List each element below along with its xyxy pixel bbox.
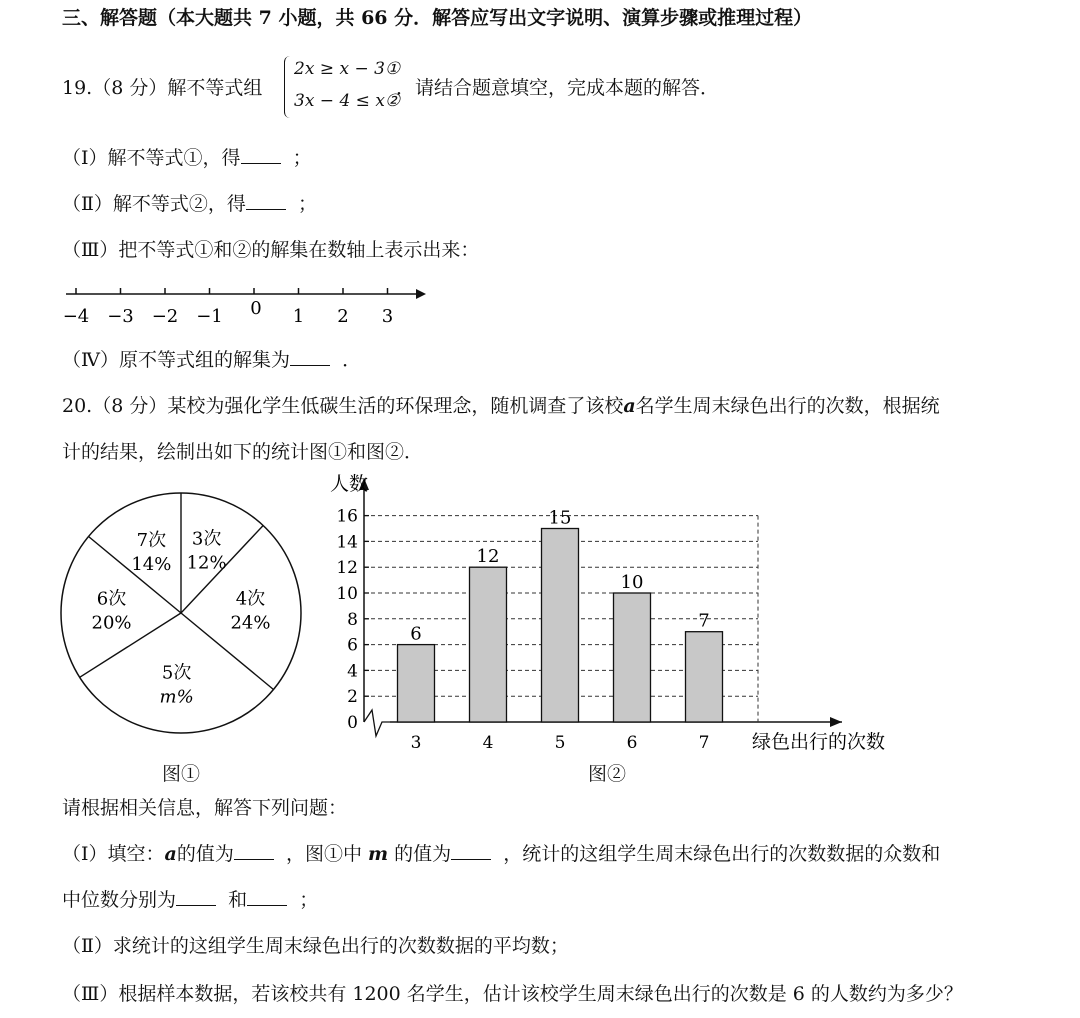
var-m: m [368, 843, 389, 865]
x-tick-label: 4 [482, 733, 494, 753]
number-line-arrow [416, 289, 426, 299]
pie-slice-value: 12% [186, 552, 227, 574]
q19-part2-end: ； [298, 193, 318, 215]
q19-part1-end: ； [292, 147, 312, 169]
x-tick-label: 5 [554, 733, 566, 753]
inequality-1: 2x ≥ x − 3① [294, 59, 401, 79]
bar-value-label: 12 [476, 546, 500, 568]
bar-value-label: 6 [410, 623, 422, 645]
number-line-label: 2 [337, 306, 349, 327]
q19-intro: 19.（8 分）解不等式组 [62, 77, 263, 99]
answer-blank[interactable] [234, 842, 274, 860]
x-axis-label: 绿色出行的次数 [752, 731, 886, 753]
q20-part1-line1 [62, 842, 940, 866]
x-tick-label: 7 [698, 733, 710, 753]
fig1-caption: 图① [162, 763, 201, 785]
bar [686, 632, 723, 722]
y-tick-label: 10 [336, 584, 358, 604]
number-line-label: 1 [292, 306, 305, 327]
pie-slice-label: 7次 [136, 530, 167, 552]
y-tick-label: 2 [347, 687, 358, 708]
y-tick-label: 0 [347, 713, 358, 733]
number-line-label: −1 [196, 306, 223, 327]
y-tick-label: 4 [347, 661, 358, 682]
axis-break [364, 710, 390, 736]
pie-slice-label: 3次 [191, 528, 222, 550]
y-tick-label: 6 [347, 635, 358, 656]
answer-blank[interactable] [176, 888, 216, 906]
bar-value-label: 10 [620, 572, 644, 593]
system-brace [284, 56, 293, 118]
q20-part3: （Ⅲ）根据样本数据，若该校共有 1200 名学生，估计该校学生周末绿色出行的次数是 6 的人数约为多少？ [62, 983, 963, 1005]
q19-part3: （Ⅲ）把不等式①和②的解集在数轴上表示出来： [62, 239, 480, 261]
q19-after: ．请结合题意填空，完成本题的解答． [396, 77, 720, 99]
x-tick-label: 3 [410, 733, 422, 753]
var-a: a [164, 843, 177, 865]
q19-part1-text: （Ⅰ）解不等式①，得 [62, 147, 241, 169]
var-a: a [623, 395, 636, 417]
y-tick-label: 8 [347, 609, 358, 630]
number-line-label: −3 [107, 306, 134, 327]
q20-line1-pre: 20.（8 分）某校为强化学生低碳生活的环保理念，随机调查了该校 [62, 395, 624, 417]
number-line-label: 0 [250, 298, 262, 319]
bar [542, 529, 579, 723]
q20-p1-a: （Ⅰ）填空： [62, 843, 165, 865]
inequality-2: 3x − 4 ≤ x② [294, 91, 401, 111]
pie-slice-value: 20% [91, 612, 132, 634]
answer-blank[interactable] [290, 348, 330, 366]
pie-slice-value: m% [159, 686, 194, 708]
inequality-system [284, 56, 401, 120]
number-line-label: −2 [151, 306, 179, 327]
bar [398, 645, 435, 722]
pie-chart [56, 485, 306, 755]
answer-blank[interactable] [241, 146, 281, 164]
q19-part4-end: ． [342, 349, 362, 371]
y-tick-label: 14 [336, 532, 358, 553]
x-tick-label: 6 [626, 733, 638, 753]
pie-slice-label: 6次 [96, 588, 127, 610]
q20-p1-line2-b: 和 [228, 889, 248, 911]
bar-chart [312, 470, 922, 760]
q20-p1-e: ，统计的这组学生周末绿色出行的次数数据的众数和 [503, 843, 941, 865]
pie-slice-label: 4次 [235, 588, 266, 610]
number-line-label: 3 [381, 306, 394, 327]
q19-part4-text: （Ⅳ）原不等式组的解集为 [62, 349, 290, 371]
q19-part2-text: （Ⅱ）解不等式②，得 [62, 193, 246, 215]
q20-line1-post: 名学生周末绿色出行的次数，根据统 [635, 395, 940, 417]
pie-slice-label: 5次 [161, 662, 192, 684]
q19-part4 [62, 348, 361, 372]
bar [614, 593, 651, 722]
answer-blank[interactable] [451, 842, 491, 860]
bar [470, 567, 507, 722]
y-axis-label: 人数 [330, 473, 369, 495]
answer-blank[interactable] [246, 192, 286, 210]
x-axis-arrow [830, 717, 842, 727]
q20-p1-line2-a: 中位数分别为 [62, 889, 177, 911]
q20-part1-line2 [62, 888, 318, 912]
q20-prompt: 请根据相关信息，解答下列问题： [62, 797, 348, 819]
fig2-caption: 图② [588, 763, 627, 785]
y-tick-label: 16 [336, 506, 358, 527]
pie-slice-value: 14% [131, 554, 172, 576]
bar-value-label: 15 [548, 507, 572, 529]
q20-line1 [62, 394, 940, 418]
pie-slice-value: 24% [230, 612, 271, 634]
q20-line2: 计的结果，绘制出如下的统计图①和图②． [62, 441, 424, 463]
number-line [60, 280, 440, 330]
q20-part2: （Ⅱ）求统计的这组学生周末绿色出行的次数数据的平均数； [62, 935, 569, 957]
section-header: 三、解答题（本大题共 7 小题，共 66 分．解答应写出文字说明、演算步骤或推理过程） [62, 7, 813, 29]
y-tick-label: 12 [336, 558, 358, 579]
q20-p1-b: 的值为 [176, 843, 234, 865]
number-line-label: −4 [62, 306, 90, 327]
answer-blank[interactable] [247, 888, 287, 906]
q20-p1-line2-c: ； [299, 889, 319, 911]
q20-p1-c: ，图①中 [285, 843, 362, 865]
bar-value-label: 7 [698, 610, 710, 632]
q20-p1-d: 的值为 [394, 843, 452, 865]
q19-part2 [62, 192, 317, 216]
q19-part1 [62, 146, 312, 170]
